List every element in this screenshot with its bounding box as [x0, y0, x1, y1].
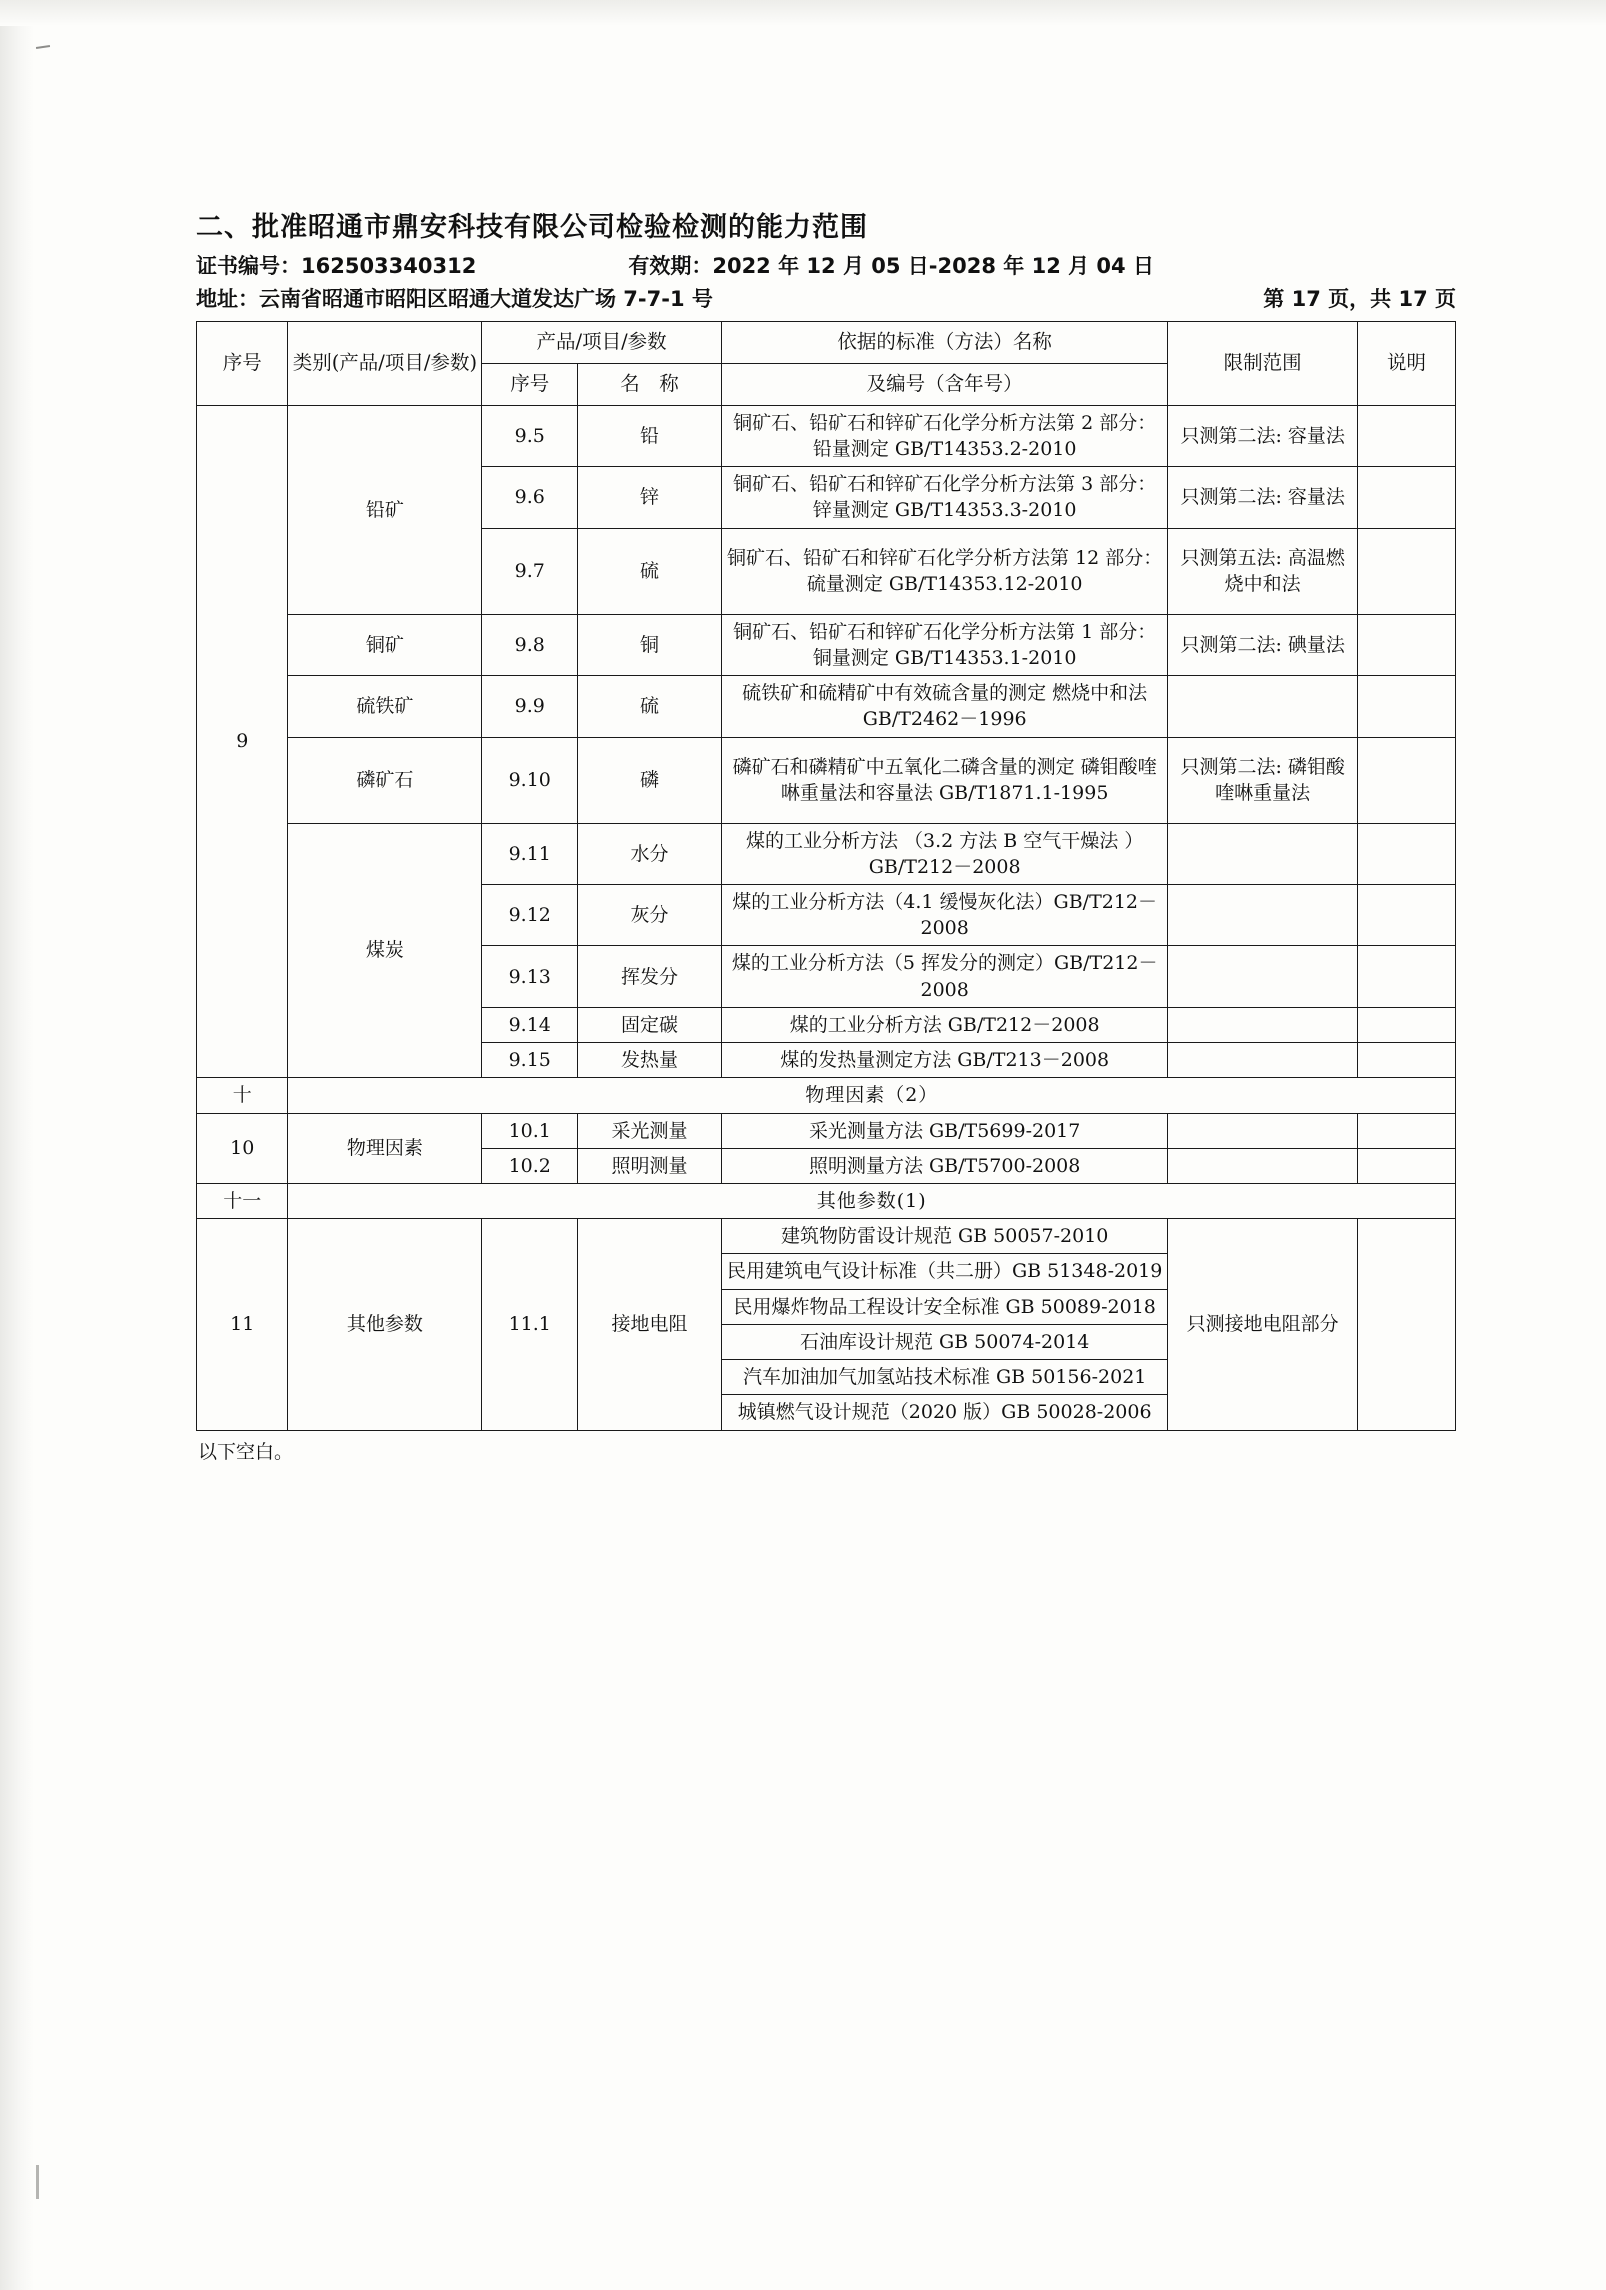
- page-indicator: 第 17 页，共 17 页: [1263, 287, 1456, 311]
- band-label-other: 其他参数(1): [288, 1183, 1456, 1218]
- footer-note: 以下空白。: [198, 1440, 294, 1463]
- cell-item-seq: 9.5: [482, 405, 578, 466]
- band-label-physical: 物理因素（2）: [288, 1078, 1456, 1113]
- cell-item-name: 铜: [578, 614, 722, 675]
- cell-item-name: 发热量: [578, 1043, 722, 1078]
- cell-item-name: 硫: [578, 528, 722, 614]
- cell-category: 其他参数: [288, 1219, 482, 1430]
- certificate-number: 162503340312: [301, 254, 477, 278]
- validity-value: 2022 年 12 月 05 日-2028 年 12 月 04 日: [712, 254, 1154, 278]
- band-seq-other: 十一: [197, 1183, 288, 1218]
- cell-remark: [1357, 528, 1455, 614]
- cell-standard: 民用建筑电气设计标准（共二册）GB 51348-2019: [721, 1254, 1168, 1289]
- cell-item-seq: 9.12: [482, 885, 578, 946]
- cell-item-seq: 9.13: [482, 946, 578, 1007]
- scan-artifact-bottom-left: [36, 2165, 39, 2199]
- cell-standard: 铜矿石、铅矿石和锌矿石化学分析方法第 3 部分：锌量测定 GB/T14353.3-2010: [721, 467, 1168, 528]
- cell-category: 铅矿: [288, 405, 482, 614]
- cell-limit: [1168, 1113, 1358, 1148]
- cell-remark: [1357, 467, 1455, 528]
- cell-category: 铜矿: [288, 614, 482, 675]
- band-seq-physical: 十: [197, 1078, 288, 1113]
- cell-item-seq: 9.14: [482, 1007, 578, 1042]
- cell-item-name: 磷: [578, 737, 722, 823]
- cell-standard: 建筑物防雷设计规范 GB 50057-2010: [721, 1219, 1168, 1254]
- cell-remark: [1357, 1148, 1455, 1183]
- cell-limit: [1168, 823, 1358, 884]
- cell-item-name: 灰分: [578, 885, 722, 946]
- table-header-row: [197, 322, 1456, 364]
- cell-limit: [1168, 676, 1358, 737]
- cell-limit: 只测第二法: 磷钼酸喹啉重量法: [1168, 737, 1358, 823]
- cell-standard: 磷矿石和磷精矿中五氧化二磷含量的测定 磷钼酸喹啉重量法和容量法 GB/T1871.1-1995: [721, 737, 1168, 823]
- cell-remark: [1357, 823, 1455, 884]
- table-row: [197, 405, 1456, 466]
- cell-limit: [1168, 1148, 1358, 1183]
- header-item-seq: 序号: [482, 363, 578, 405]
- meta-row-certificate: [196, 250, 1456, 280]
- table-row: [197, 737, 1456, 823]
- scan-artifact-top-left: [36, 45, 50, 49]
- header-standard-line1: 依据的标准（方法）名称: [721, 322, 1168, 364]
- section-band-row: [197, 1183, 1456, 1218]
- cell-limit: [1168, 946, 1358, 1007]
- cell-standard: 民用爆炸物品工程设计安全标准 GB 50089-2018: [721, 1289, 1168, 1324]
- table-row: [197, 676, 1456, 737]
- table-row: [197, 1219, 1456, 1254]
- cell-item-name: 接地电阻: [578, 1219, 722, 1430]
- cell-remark: [1357, 1113, 1455, 1148]
- cell-remark: [1357, 737, 1455, 823]
- cell-limit: 只测第五法: 高温燃烧中和法: [1168, 528, 1358, 614]
- cell-category: 硫铁矿: [288, 676, 482, 737]
- capability-scope-table: [196, 321, 1456, 1431]
- cell-limit: [1168, 885, 1358, 946]
- cell-limit: 只测接地电阻部分: [1168, 1219, 1358, 1430]
- cell-category: 磷矿石: [288, 737, 482, 823]
- header-limit: 限制范围: [1168, 322, 1358, 406]
- cell-item-seq: 9.15: [482, 1043, 578, 1078]
- cell-remark: [1357, 946, 1455, 1007]
- cell-remark: [1357, 1007, 1455, 1042]
- cell-item-name: 采光测量: [578, 1113, 722, 1148]
- certificate-label: 证书编号：: [196, 254, 301, 278]
- cell-item-seq: 11.1: [482, 1219, 578, 1430]
- cell-remark: [1357, 1043, 1455, 1078]
- address-value: 云南省昭通市昭阳区昭通大道发达广场 7-7-1 号: [259, 287, 713, 311]
- cell-item-name: 铅: [578, 405, 722, 466]
- cell-item-name: 水分: [578, 823, 722, 884]
- cell-item-seq: 9.10: [482, 737, 578, 823]
- cell-remark: [1357, 676, 1455, 737]
- cell-remark: [1357, 1219, 1455, 1430]
- cell-item-seq: 9.7: [482, 528, 578, 614]
- cell-item-name: 锌: [578, 467, 722, 528]
- table-row: [197, 614, 1456, 675]
- table-row: [197, 1113, 1456, 1148]
- cell-group-seq: 11: [197, 1219, 288, 1430]
- header-category: 类别(产品/项目/参数): [288, 322, 482, 406]
- cell-limit: 只测第二法: 碘量法: [1168, 614, 1358, 675]
- cell-limit: [1168, 1007, 1358, 1042]
- cell-remark: [1357, 614, 1455, 675]
- cell-remark: [1357, 405, 1455, 466]
- header-seq: 序号: [197, 322, 288, 406]
- cell-standard: 煤的发热量测定方法 GB/T213－2008: [721, 1043, 1168, 1078]
- cell-standard: 城镇燃气设计规范（2020 版）GB 50028-2006: [721, 1395, 1168, 1430]
- validity-label: 有效期：: [628, 254, 713, 278]
- cell-item-name: 照明测量: [578, 1148, 722, 1183]
- cell-standard: 铜矿石、铅矿石和锌矿石化学分析方法第 2 部分：铅量测定 GB/T14353.2-2010: [721, 405, 1168, 466]
- cell-standard: 照明测量方法 GB/T5700-2008: [721, 1148, 1168, 1183]
- cell-item-name: 硫: [578, 676, 722, 737]
- page-title: 二、批准昭通市鼎安科技有限公司检验检测的能力范围: [196, 212, 868, 243]
- cell-category: 物理因素: [288, 1113, 482, 1183]
- cell-standard: 煤的工业分析方法 GB/T212－2008: [721, 1007, 1168, 1042]
- cell-standard: 铜矿石、铅矿石和锌矿石化学分析方法第 1 部分：铜量测定 GB/T14353.1-2010: [721, 614, 1168, 675]
- scan-edge-top: [0, 0, 1606, 26]
- table-row: [197, 823, 1456, 884]
- cell-remark: [1357, 885, 1455, 946]
- header-standard-line2: 及编号（含年号）: [721, 363, 1168, 405]
- cell-standard: 煤的工业分析方法（4.1 缓慢灰化法）GB/T212－2008: [721, 885, 1168, 946]
- section-band-row: [197, 1078, 1456, 1113]
- cell-standard: 铜矿石、铅矿石和锌矿石化学分析方法第 12 部分：硫量测定 GB/T14353.12-2010: [721, 528, 1168, 614]
- document-content: [196, 205, 1456, 1464]
- cell-item-seq: 9.8: [482, 614, 578, 675]
- cell-standard: 煤的工业分析方法 （3.2 方法 B 空气干燥法 ）GB/T212－2008: [721, 823, 1168, 884]
- cell-standard: 煤的工业分析方法（5 挥发分的测定）GB/T212－2008: [721, 946, 1168, 1007]
- cell-limit: 只测第二法: 容量法: [1168, 405, 1358, 466]
- cell-item-seq: 10.2: [482, 1148, 578, 1183]
- cell-standard: 石油库设计规范 GB 50074-2014: [721, 1324, 1168, 1359]
- cell-item-name: 固定碳: [578, 1007, 722, 1042]
- cell-limit: 只测第二法: 容量法: [1168, 467, 1358, 528]
- header-item-name: 名 称: [578, 363, 722, 405]
- address-label: 地址：: [196, 287, 259, 311]
- cell-standard: 汽车加油加气加氢站技术标准 GB 50156-2021: [721, 1360, 1168, 1395]
- cell-category: 煤炭: [288, 823, 482, 1078]
- cell-limit: [1168, 1043, 1358, 1078]
- cell-item-seq: 9.11: [482, 823, 578, 884]
- cell-standard: 采光测量方法 GB/T5699-2017: [721, 1113, 1168, 1148]
- cell-group-seq: 10: [197, 1113, 288, 1183]
- cell-item-seq: 9.6: [482, 467, 578, 528]
- header-remark: 说明: [1357, 322, 1455, 406]
- cell-item-name: 挥发分: [578, 946, 722, 1007]
- meta-row-address: [196, 283, 1456, 313]
- header-item-group: 产品/项目/参数: [482, 322, 722, 364]
- scan-edge-left: [0, 0, 34, 2290]
- cell-standard: 硫铁矿和硫精矿中有效硫含量的测定 燃烧中和法 GB/T2462－1996: [721, 676, 1168, 737]
- cell-group-seq: 9: [197, 405, 288, 1078]
- cell-item-seq: 10.1: [482, 1113, 578, 1148]
- cell-item-seq: 9.9: [482, 676, 578, 737]
